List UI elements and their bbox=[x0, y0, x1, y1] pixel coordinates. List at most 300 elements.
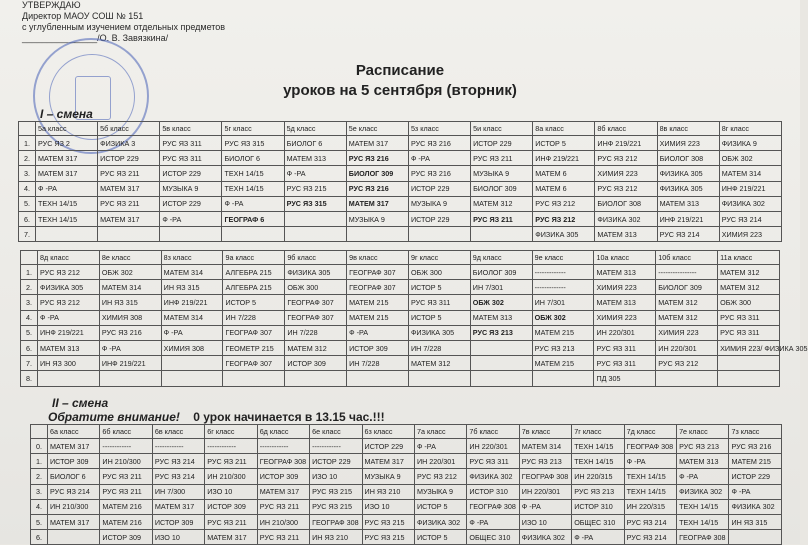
class-header: 7д класс bbox=[624, 425, 676, 439]
lesson-cell: ИН 7/301 bbox=[470, 280, 532, 295]
class-header: 9в класс bbox=[347, 251, 409, 265]
class-header: 10а класс bbox=[594, 251, 656, 265]
lesson-cell: РУС ЯЗ 214 bbox=[48, 484, 100, 499]
lesson-cell: ИН 220/315 bbox=[624, 499, 676, 514]
class-header: 9а класс bbox=[223, 251, 285, 265]
shift-2-notice bbox=[48, 410, 385, 424]
notice-attention: Обратите внимание! bbox=[48, 410, 180, 424]
lesson-cell: РУС ЯЗ 216 bbox=[346, 181, 408, 196]
lesson-cell: ТЕХН 14/15 bbox=[222, 166, 284, 181]
lesson-cell: ИНФ 219/221 bbox=[657, 211, 719, 226]
lesson-cell: ------------ bbox=[310, 439, 362, 454]
lesson-number: 6. bbox=[21, 340, 38, 355]
lesson-cell: БИОЛОГ 6 bbox=[222, 151, 284, 166]
lesson-cell bbox=[408, 227, 470, 242]
lesson-cell: Ф -РА bbox=[408, 151, 470, 166]
table-row bbox=[31, 439, 782, 454]
lesson-cell: МАТЕМ 317 bbox=[346, 196, 408, 211]
lesson-cell bbox=[408, 371, 470, 386]
lesson-cell: ТЕХН 14/15 bbox=[36, 196, 98, 211]
lesson-cell: РУС ЯЗ 311 bbox=[718, 325, 780, 340]
lesson-cell: ГЕОГРАФ 308 bbox=[677, 530, 729, 545]
class-header: 7в класс bbox=[519, 425, 571, 439]
lesson-cell bbox=[222, 227, 284, 242]
class-header: 5з класс bbox=[408, 122, 470, 136]
lesson-cell: ---------------- bbox=[656, 265, 718, 280]
lesson-number: 6. bbox=[31, 530, 48, 545]
lesson-cell: ИСТОР 229 bbox=[471, 136, 533, 151]
class-header: 9д класс bbox=[470, 251, 532, 265]
lesson-cell: РУС ЯЗ 311 bbox=[594, 356, 656, 371]
lesson-cell: ИСТОР 5 bbox=[414, 530, 466, 545]
lesson-cell bbox=[656, 371, 718, 386]
lesson-cell: РУС ЯЗ 211 bbox=[100, 484, 152, 499]
lesson-cell: РУС ЯЗ 212 bbox=[533, 196, 595, 211]
lesson-cell: ИСТОР 5 bbox=[223, 295, 285, 310]
table-row bbox=[19, 136, 782, 151]
lesson-cell: ТЕХН 14/15 bbox=[677, 499, 729, 514]
table-row bbox=[31, 530, 782, 545]
shift-1-table-a bbox=[18, 121, 782, 242]
class-header: 6г класс bbox=[205, 425, 257, 439]
lesson-cell: РУС ЯЗ 214 bbox=[624, 514, 676, 529]
lesson-cell: ИСТОР 5 bbox=[408, 310, 470, 325]
lesson-cell: РУС ЯЗ 211 bbox=[471, 151, 533, 166]
table-row bbox=[19, 181, 782, 196]
class-header: 6з класс bbox=[362, 425, 414, 439]
table-row bbox=[21, 295, 780, 310]
lesson-cell: ИН 7/301 bbox=[532, 295, 594, 310]
class-header: 9е класс bbox=[532, 251, 594, 265]
lesson-cell: ХИМИЯ 308 bbox=[161, 340, 223, 355]
lesson-cell: ИН ЯЗ 210 bbox=[310, 530, 362, 545]
lesson-cell: ИН 210/300 bbox=[205, 469, 257, 484]
class-header: 10б класс bbox=[656, 251, 718, 265]
lesson-number: 3. bbox=[31, 484, 48, 499]
lesson-cell: ------------- bbox=[532, 265, 594, 280]
lesson-number: 4. bbox=[21, 310, 38, 325]
lesson-cell: МАТЕМ 314 bbox=[519, 439, 571, 454]
lesson-cell: ИНФ 219/221 bbox=[99, 356, 161, 371]
class-header: 7г класс bbox=[572, 425, 624, 439]
lesson-cell: РУС ЯЗ 212 bbox=[38, 265, 100, 280]
lesson-cell: МАТЕМ 317 bbox=[36, 166, 98, 181]
lesson-cell: БИОЛОГ 6 bbox=[48, 469, 100, 484]
lesson-cell: ИСТОР 310 bbox=[572, 499, 624, 514]
lesson-cell bbox=[470, 356, 532, 371]
lesson-cell: РУС ЯЗ 214 bbox=[657, 227, 719, 242]
lesson-cell: МУЗЫКА 9 bbox=[414, 484, 466, 499]
lesson-cell: ХИМИЯ 223 bbox=[719, 227, 781, 242]
class-header: 11а класс bbox=[718, 251, 780, 265]
lesson-cell: ХИМИЯ 223 bbox=[656, 325, 718, 340]
lesson-number: 1. bbox=[19, 136, 36, 151]
lesson-cell: ИН 220/301 bbox=[656, 340, 718, 355]
lesson-cell: МАТЕМ 215 bbox=[532, 356, 594, 371]
lesson-cell: ГЕОГРАФ 6 bbox=[222, 211, 284, 226]
lesson-cell: ИСТОР 229 bbox=[310, 454, 362, 469]
lesson-cell: ХИМИЯ 223 bbox=[595, 166, 657, 181]
lesson-cell: ИН ЯЗ 315 bbox=[729, 514, 782, 529]
lesson-number: 4. bbox=[19, 181, 36, 196]
lesson-cell: ИСТОР 5 bbox=[408, 280, 470, 295]
shift-2-label: II – смена bbox=[52, 396, 109, 410]
lesson-cell: Ф -РА bbox=[99, 340, 161, 355]
lesson-cell: ИСТОР 309 bbox=[100, 530, 152, 545]
table-row bbox=[19, 151, 782, 166]
lesson-cell: ФИЗИКА 9 bbox=[719, 136, 781, 151]
lesson-cell: МАТЕМ 313 bbox=[657, 196, 719, 211]
lesson-cell bbox=[471, 227, 533, 242]
lesson-cell bbox=[223, 371, 285, 386]
class-header: 7а класс bbox=[414, 425, 466, 439]
lesson-cell: ТЕХН 14/15 bbox=[36, 211, 98, 226]
lesson-cell: РУС ЯЗ 212 bbox=[38, 295, 100, 310]
lesson-cell: РУС ЯЗ 213 bbox=[572, 484, 624, 499]
class-header: 5д класс bbox=[284, 122, 346, 136]
lesson-cell: РУС ЯЗ 211 bbox=[205, 454, 257, 469]
approval-line-3: с углубленным изучением отдельных предметов bbox=[22, 22, 226, 32]
lesson-cell: РУС ЯЗ 213 bbox=[470, 325, 532, 340]
lesson-cell: ОБЖ 300 bbox=[718, 295, 780, 310]
lesson-cell: Ф -РА bbox=[467, 514, 519, 529]
table-row bbox=[21, 310, 780, 325]
table-row bbox=[31, 469, 782, 484]
lesson-cell: РУС ЯЗ 213 bbox=[677, 439, 729, 454]
lesson-cell: МАТЕМ 312 bbox=[718, 265, 780, 280]
lesson-cell: МАТЕМ 312 bbox=[656, 295, 718, 310]
lesson-cell: ИН ЯЗ 300 bbox=[38, 356, 100, 371]
lesson-cell: ИН 7/228 bbox=[223, 310, 285, 325]
lesson-cell: МАТЕМ 6 bbox=[533, 166, 595, 181]
lesson-cell: Ф -РА bbox=[36, 181, 98, 196]
lesson-cell: МАТЕМ 317 bbox=[257, 484, 309, 499]
lesson-cell: РУС ЯЗ 211 bbox=[100, 469, 152, 484]
lesson-cell: РУС ЯЗ 311 bbox=[594, 340, 656, 355]
lesson-cell bbox=[160, 227, 222, 242]
lesson-cell: ОБЩЕС 310 bbox=[572, 514, 624, 529]
lesson-cell: ГЕОГРАФ 307 bbox=[285, 295, 347, 310]
lesson-cell: МАТЕМ 313 bbox=[38, 340, 100, 355]
class-header: 9б класс bbox=[285, 251, 347, 265]
lesson-cell: ФИЗИКА 302 bbox=[467, 469, 519, 484]
lesson-cell: РУС ЯЗ 215 bbox=[310, 499, 362, 514]
lesson-cell: РУС ЯЗ 311 bbox=[467, 454, 519, 469]
lesson-cell: ХИМИЯ 223 bbox=[657, 136, 719, 151]
class-header: 8д класс bbox=[38, 251, 100, 265]
lesson-cell: Ф -РА bbox=[677, 469, 729, 484]
lesson-cell: РУС ЯЗ 211 bbox=[98, 196, 160, 211]
shift-1-label: I – смена bbox=[40, 107, 93, 121]
lesson-cell: ИН 7/228 bbox=[347, 356, 409, 371]
lesson-cell: БИОЛОГ 309 bbox=[656, 280, 718, 295]
lesson-cell: БИОЛОГ 6 bbox=[284, 136, 346, 151]
lesson-cell: РУС ЯЗ 214 bbox=[719, 211, 781, 226]
lesson-number: 7. bbox=[21, 356, 38, 371]
lesson-cell: ОБЖ 302 bbox=[719, 151, 781, 166]
lesson-cell: МАТЕМ 313 bbox=[595, 227, 657, 242]
lesson-cell: РУС ЯЗ 211 bbox=[205, 514, 257, 529]
header-row bbox=[21, 251, 780, 265]
lesson-cell: РУС ЯЗ 211 bbox=[98, 166, 160, 181]
lesson-cell: ПД 305 bbox=[594, 371, 656, 386]
class-header: 6б класс bbox=[100, 425, 152, 439]
lesson-cell: РУС ЯЗ 315 bbox=[284, 196, 346, 211]
lesson-cell: РУС ЯЗ 212 bbox=[656, 356, 718, 371]
lesson-cell: ИНФ 219/221 bbox=[719, 181, 781, 196]
lesson-cell: ФИЗИКА 305 bbox=[285, 265, 347, 280]
lesson-cell: Ф -РА bbox=[161, 325, 223, 340]
lesson-cell: ФИЗИКА 305 bbox=[657, 181, 719, 196]
lesson-number-header bbox=[31, 425, 48, 439]
lesson-cell: ФИЗИКА 305 bbox=[408, 325, 470, 340]
notice-text: 0 урок начинается в 13.15 час.!!! bbox=[193, 410, 385, 424]
table-row bbox=[31, 454, 782, 469]
shift-1-table-b bbox=[20, 250, 808, 387]
lesson-cell bbox=[36, 227, 98, 242]
lesson-cell: ХИМИЯ 308 bbox=[99, 310, 161, 325]
table-row bbox=[21, 280, 780, 295]
lesson-cell: БИОЛОГ 308 bbox=[657, 151, 719, 166]
class-header: 7з класс bbox=[729, 425, 782, 439]
lesson-cell: РУС ЯЗ 216 bbox=[729, 439, 782, 454]
class-header: 5а класс bbox=[36, 122, 98, 136]
lesson-cell: ТЕХН 14/15 bbox=[624, 469, 676, 484]
lesson-cell: РУС ЯЗ 212 bbox=[595, 151, 657, 166]
lesson-cell: ИСТОР 309 bbox=[48, 454, 100, 469]
class-header: 6д класс bbox=[257, 425, 309, 439]
lesson-cell: ГЕОГРАФ 308 bbox=[624, 439, 676, 454]
class-header: 8з класс bbox=[161, 251, 223, 265]
approval-line-4: _______________/О. В. Завязкина/ bbox=[22, 33, 169, 43]
lesson-cell bbox=[99, 371, 161, 386]
class-header: 9г класс bbox=[408, 251, 470, 265]
lesson-cell: ИН 7/228 bbox=[285, 325, 347, 340]
lesson-cell: ИСТОР 5 bbox=[533, 136, 595, 151]
lesson-cell: ИСТОР 229 bbox=[408, 211, 470, 226]
lesson-number-header bbox=[21, 251, 38, 265]
lesson-cell: ФИЗИКА 305 bbox=[533, 227, 595, 242]
lesson-number: 6. bbox=[19, 211, 36, 226]
table-row bbox=[31, 514, 782, 529]
lesson-cell: МАТЕМ 317 bbox=[98, 211, 160, 226]
lesson-cell: ИН ЯЗ 210 bbox=[362, 484, 414, 499]
lesson-cell: ИСТОР 229 bbox=[160, 166, 222, 181]
lesson-cell: ИН 7/300 bbox=[152, 484, 204, 499]
lesson-cell: ФИЗИКА 302 bbox=[519, 530, 571, 545]
lesson-cell: МАТЕМ 312 bbox=[285, 340, 347, 355]
lesson-cell: ФИЗИКА 3 bbox=[98, 136, 160, 151]
table-row bbox=[19, 196, 782, 211]
lesson-cell: МАТЕМ 317 bbox=[48, 439, 100, 454]
lesson-cell: ГЕОГРАФ 307 bbox=[223, 325, 285, 340]
lesson-cell: РУС ЯЗ 311 bbox=[160, 136, 222, 151]
lesson-number: 2. bbox=[21, 280, 38, 295]
lesson-cell: ОБЖ 302 bbox=[532, 310, 594, 325]
table-row bbox=[19, 166, 782, 181]
class-header: 5б класс bbox=[98, 122, 160, 136]
lesson-cell: Ф -РА bbox=[729, 484, 782, 499]
lesson-cell: МАТЕМ 317 bbox=[205, 530, 257, 545]
lesson-cell: ИН 220/301 bbox=[467, 439, 519, 454]
lesson-cell: ГЕОГРАФ 307 bbox=[347, 280, 409, 295]
lesson-cell: ИСТОР 309 bbox=[285, 356, 347, 371]
lesson-cell bbox=[285, 371, 347, 386]
header-row bbox=[31, 425, 782, 439]
lesson-cell: ИН 210/300 bbox=[257, 514, 309, 529]
lesson-cell: ИСТОР 229 bbox=[98, 151, 160, 166]
class-header: 8е класс bbox=[99, 251, 161, 265]
lesson-number: 3. bbox=[21, 295, 38, 310]
lesson-cell: РУС ЯЗ 216 bbox=[346, 151, 408, 166]
lesson-cell: МАТЕМ 215 bbox=[347, 295, 409, 310]
lesson-cell: ГЕОГРАФ 308 bbox=[467, 499, 519, 514]
lesson-cell bbox=[718, 356, 780, 371]
lesson-cell: ТЕХН 14/15 bbox=[572, 454, 624, 469]
lesson-number: 5. bbox=[21, 325, 38, 340]
lesson-cell: ХИМИЯ 223 bbox=[594, 310, 656, 325]
lesson-cell: МАТЕМ 312 bbox=[408, 356, 470, 371]
lesson-cell: ------------ bbox=[100, 439, 152, 454]
lesson-cell: МАТЕМ 313 bbox=[594, 295, 656, 310]
lesson-cell bbox=[161, 371, 223, 386]
lesson-cell: МУЗЫКА 9 bbox=[408, 196, 470, 211]
lesson-cell: ИСТОР 5 bbox=[414, 499, 466, 514]
lesson-cell: ГЕОГРАФ 308 bbox=[310, 514, 362, 529]
lesson-cell: ------------ bbox=[152, 439, 204, 454]
lesson-cell bbox=[347, 371, 409, 386]
lesson-cell: МАТЕМ 313 bbox=[284, 151, 346, 166]
lesson-cell bbox=[284, 227, 346, 242]
lesson-cell: ИСТОР 310 bbox=[467, 484, 519, 499]
lesson-number: 7. bbox=[19, 227, 36, 242]
lesson-cell: МАТЕМ 314 bbox=[161, 310, 223, 325]
lesson-cell: ИСТОР 229 bbox=[408, 181, 470, 196]
lesson-cell bbox=[346, 227, 408, 242]
lesson-cell: МАТЕМ 317 bbox=[48, 514, 100, 529]
lesson-cell: РУС ЯЗ 311 bbox=[408, 295, 470, 310]
lesson-cell: РУС ЯЗ 311 bbox=[718, 310, 780, 325]
lesson-cell: МАТЕМ 317 bbox=[36, 151, 98, 166]
lesson-cell: ИНФ 219/221 bbox=[38, 325, 100, 340]
lesson-number: 4. bbox=[31, 499, 48, 514]
lesson-cell: ФИЗИКА 302 bbox=[729, 499, 782, 514]
lesson-cell: ИН 220/301 bbox=[594, 325, 656, 340]
lesson-cell: ХИМИЯ 223/ ФИЗИКА 305 bbox=[718, 340, 780, 355]
class-header: 8а класс bbox=[533, 122, 595, 136]
table-row bbox=[21, 340, 780, 355]
lesson-cell: МАТЕМ 317 bbox=[152, 499, 204, 514]
lesson-cell: ИСТОР 309 bbox=[152, 514, 204, 529]
document-title: Расписание bbox=[355, 62, 445, 79]
lesson-cell: РУС ЯЗ 216 bbox=[99, 325, 161, 340]
class-header: 8в класс bbox=[657, 122, 719, 136]
lesson-cell: РУС ЯЗ 211 bbox=[257, 499, 309, 514]
lesson-cell bbox=[532, 371, 594, 386]
table-row bbox=[19, 211, 782, 226]
lesson-cell: ИНФ 219/221 bbox=[161, 295, 223, 310]
lesson-cell: ГЕОГРАФ 308 bbox=[257, 454, 309, 469]
lesson-cell: ------------- bbox=[532, 280, 594, 295]
lesson-cell: АЛГЕБРА 215 bbox=[223, 280, 285, 295]
table-row bbox=[21, 265, 780, 280]
shift-2-table bbox=[30, 424, 782, 545]
lesson-cell: ФИЗИКА 302 bbox=[595, 211, 657, 226]
class-header: 5е класс bbox=[346, 122, 408, 136]
lesson-cell: ОБЖ 300 bbox=[408, 265, 470, 280]
lesson-cell: МАТЕМ 312 bbox=[471, 196, 533, 211]
lesson-cell: МАТЕМ 6 bbox=[533, 181, 595, 196]
lesson-number: 8. bbox=[21, 371, 38, 386]
lesson-cell: БИОЛОГ 309 bbox=[471, 181, 533, 196]
lesson-cell: ИН 210/300 bbox=[48, 499, 100, 514]
approval-line-1: УТВЕРЖДАЮ bbox=[22, 0, 81, 10]
lesson-cell: Ф -РА bbox=[624, 454, 676, 469]
header-row bbox=[19, 122, 782, 136]
lesson-cell: МУЗЫКА 9 bbox=[346, 211, 408, 226]
lesson-cell: РУС ЯЗ 211 bbox=[471, 211, 533, 226]
lesson-cell: МАТЕМ 215 bbox=[729, 454, 782, 469]
lesson-number: 5. bbox=[31, 514, 48, 529]
lesson-cell: МАТЕМ 314 bbox=[719, 166, 781, 181]
lesson-cell: МАТЕМ 216 bbox=[100, 499, 152, 514]
lesson-cell: АЛГЕБРА 215 bbox=[223, 265, 285, 280]
lesson-cell: ГЕОГРАФ 307 bbox=[223, 356, 285, 371]
lesson-cell: Ф -РА bbox=[284, 166, 346, 181]
lesson-cell: Ф -РА bbox=[572, 530, 624, 545]
approval-line-2: Директор МАОУ СОШ № 151 bbox=[22, 11, 144, 21]
lesson-cell bbox=[470, 340, 532, 355]
lesson-cell: ОБЩЕС 310 bbox=[467, 530, 519, 545]
lesson-cell: РУС ЯЗ 212 bbox=[533, 211, 595, 226]
lesson-cell: РУС ЯЗ 212 bbox=[414, 469, 466, 484]
lesson-cell: Ф -РА bbox=[222, 196, 284, 211]
lesson-cell: ТЕХН 14/15 bbox=[572, 439, 624, 454]
lesson-cell: ФИЗИКА 305 bbox=[657, 166, 719, 181]
lesson-cell bbox=[48, 530, 100, 545]
lesson-cell: ХИМИЯ 223 bbox=[594, 280, 656, 295]
table-row bbox=[31, 484, 782, 499]
lesson-cell: МАТЕМ 216 bbox=[100, 514, 152, 529]
table-row bbox=[21, 371, 780, 386]
lesson-cell: ИН 210/300 bbox=[100, 454, 152, 469]
table-row bbox=[19, 227, 782, 242]
class-header: 8б класс bbox=[595, 122, 657, 136]
lesson-cell: ТЕХН 14/15 bbox=[624, 484, 676, 499]
lesson-cell: МАТЕМ 312 bbox=[656, 310, 718, 325]
lesson-cell: ИСТОР 309 bbox=[257, 469, 309, 484]
document-subtitle: уроков на 5 сентября (вторник) bbox=[283, 82, 517, 99]
lesson-cell: ФИЗИКА 305 bbox=[38, 280, 100, 295]
lesson-number-header bbox=[19, 122, 36, 136]
lesson-cell: ИЗО 10 bbox=[519, 514, 571, 529]
lesson-cell: РУС ЯЗ 214 bbox=[152, 454, 204, 469]
lesson-cell: МАТЕМ 314 bbox=[161, 265, 223, 280]
lesson-number: 2. bbox=[31, 469, 48, 484]
lesson-cell: ИНФ 219/221 bbox=[533, 151, 595, 166]
lesson-cell: ИН 220/301 bbox=[414, 454, 466, 469]
lesson-cell: РУС ЯЗ 216 bbox=[408, 166, 470, 181]
lesson-cell: МАТЕМ 313 bbox=[677, 454, 729, 469]
lesson-cell: МАТЕМ 215 bbox=[347, 310, 409, 325]
lesson-cell bbox=[38, 371, 100, 386]
lesson-number: 1. bbox=[21, 265, 38, 280]
class-header: 6в класс bbox=[152, 425, 204, 439]
lesson-cell: МАТЕМ 215 bbox=[532, 325, 594, 340]
lesson-cell: ФИЗИКА 302 bbox=[414, 514, 466, 529]
lesson-cell: МАТЕМ 313 bbox=[470, 310, 532, 325]
lesson-cell: ОБЖ 302 bbox=[99, 265, 161, 280]
